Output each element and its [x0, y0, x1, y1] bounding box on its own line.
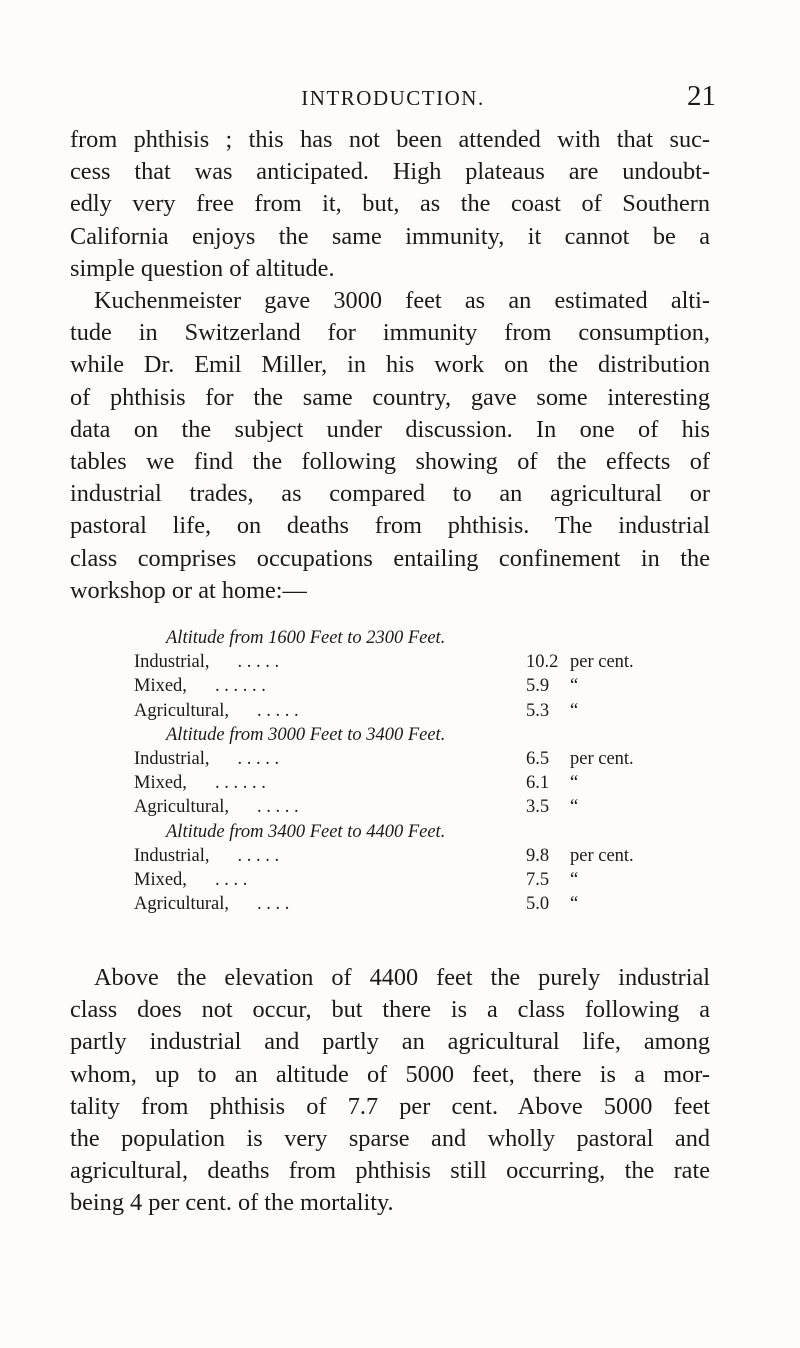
- unit-label: “: [570, 676, 579, 697]
- mortality-table: [134, 626, 674, 916]
- occupation-label: Mixed,: [134, 869, 187, 890]
- text-line: class does not occur, but there is a class following a: [70, 996, 710, 1024]
- occupation-label: Mixed,: [134, 773, 187, 794]
- text-line: workshop or at home:—: [70, 576, 307, 604]
- paragraph-2: [70, 285, 710, 607]
- text-line: from phthisis ; this has not been attended with that suc-: [70, 126, 710, 153]
- text-line: industrial trades, as compared to an agricultural or: [70, 480, 710, 508]
- table-row: [134, 892, 674, 916]
- dot-leader: . . . . .: [257, 797, 299, 818]
- dot-leader: . . . . . .: [214, 773, 266, 794]
- unit-label: “: [570, 797, 579, 818]
- text-line: pastoral life, on deaths from phthisis. The industrial: [70, 512, 710, 540]
- table-row: [134, 771, 674, 795]
- text-line: data on the subject under discussion. In one of his: [70, 415, 710, 443]
- text-line: tude in Switzerland for immunity from consumption,: [70, 319, 710, 347]
- text-line: partly industrial and partly an agricultural life, among: [70, 1028, 710, 1056]
- mortality-value: 3.5: [526, 797, 550, 818]
- text-line: Above the elevation of 4400 feet the purely industrial: [94, 964, 710, 991]
- table-row: [134, 844, 674, 868]
- running-head: [70, 80, 716, 118]
- running-title: INTRODUCTION.: [301, 86, 485, 110]
- text-line: California enjoys the same immunity, it cannot be a: [70, 222, 710, 250]
- occupation-label: Agricultural,: [134, 700, 230, 721]
- text-line: being 4 per cent. of the mortality.: [70, 1189, 394, 1217]
- unit-label: “: [570, 700, 579, 721]
- unit-label: per cent.: [570, 748, 634, 769]
- mortality-value: 6.5: [526, 748, 550, 769]
- text-line: of phthisis for the same country, gave some interesting: [70, 383, 710, 411]
- dot-leader: . . . . .: [237, 748, 280, 769]
- text-line: whom, up to an altitude of 5000 feet, there is a mor-: [70, 1060, 710, 1088]
- unit-label: per cent.: [570, 652, 634, 673]
- occupation-label: Agricultural,: [134, 894, 230, 915]
- mortality-value: 7.5: [526, 869, 550, 890]
- text-line: agricultural, deaths from phthisis still occurring, the rate: [70, 1157, 710, 1185]
- altitude-heading: Altitude from 3400 Feet to 4400 Feet.: [166, 821, 446, 842]
- occupation-label: Mixed,: [134, 676, 187, 697]
- text-line: tality from phthisis of 7.7 per cent. Above 5000 feet: [70, 1092, 710, 1120]
- dot-leader: . . . . .: [237, 652, 280, 673]
- table-row: [134, 868, 674, 892]
- text-line: simple question of altitude.: [70, 254, 335, 282]
- page-number: 21: [687, 80, 716, 112]
- text-line: the population is very sparse and wholly pastoral and: [70, 1125, 710, 1153]
- mortality-value: 5.9: [526, 676, 550, 697]
- altitude-heading: Altitude from 1600 Feet to 2300 Feet.: [166, 628, 446, 648]
- text-line: tables we find the following showing of the effects of: [70, 448, 710, 476]
- mortality-value: 5.0: [526, 894, 550, 915]
- occupation-label: Industrial,: [134, 652, 210, 673]
- table-row: [134, 699, 674, 723]
- unit-label: “: [570, 894, 579, 915]
- text-line: while Dr. Emil Miller, in his work on the distribution: [70, 351, 710, 379]
- mortality-value: 5.3: [526, 700, 550, 721]
- mortality-value: 10.2: [526, 652, 559, 673]
- table-row: [134, 795, 674, 819]
- paragraph-3: [70, 962, 710, 1220]
- mortality-value: 6.1: [526, 773, 550, 794]
- text-line: edly very free from it, but, as the coast of Southern: [70, 190, 710, 218]
- dot-leader: . . . . .: [237, 845, 280, 866]
- unit-label: “: [570, 869, 579, 890]
- dot-leader: . . . .: [257, 894, 290, 915]
- table-row: [134, 650, 674, 674]
- paragraph-1: [70, 124, 710, 285]
- occupation-label: Agricultural,: [134, 797, 230, 818]
- occupation-label: Industrial,: [134, 845, 210, 866]
- text-line: Kuchenmeister gave 3000 feet as an estimated alti-: [94, 287, 710, 314]
- unit-label: per cent.: [570, 845, 634, 866]
- table-row: [134, 674, 674, 698]
- table-row: [134, 747, 674, 771]
- mortality-value: 9.8: [526, 845, 550, 866]
- dot-leader: . . . . . .: [214, 676, 266, 697]
- unit-label: “: [570, 773, 579, 794]
- dot-leader: . . . .: [214, 869, 248, 890]
- dot-leader: . . . . .: [257, 700, 299, 721]
- occupation-label: Industrial,: [134, 748, 210, 769]
- text-line: class comprises occupations entailing confinement in the: [70, 544, 710, 572]
- text-line: cess that was anticipated. High plateaus are undoubt-: [70, 158, 710, 186]
- altitude-heading: Altitude from 3000 Feet to 3400 Feet.: [166, 724, 446, 745]
